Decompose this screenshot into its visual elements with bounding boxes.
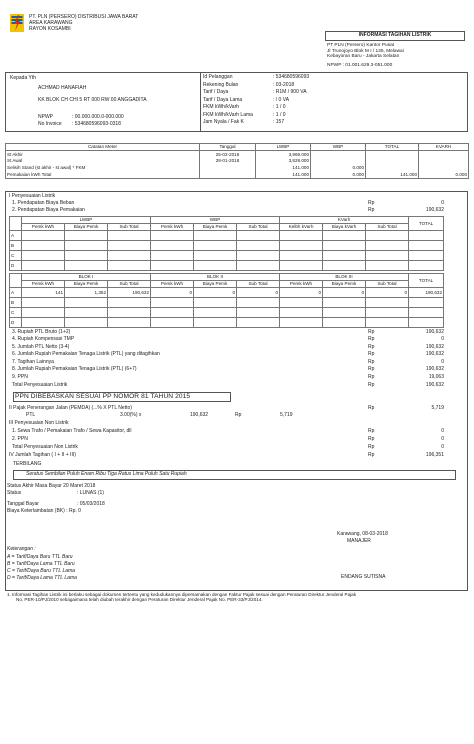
meter-header-row: Catatan Meter Tanggal LWBP WBP TOTAL KVARH [6, 144, 469, 151]
table-row: A 141 1,352 190,632 0 0 0 0 0 0 190,632 [10, 288, 444, 298]
section-iii-title: III Penyesuaian Non Listrik [9, 420, 69, 426]
table-row: B [10, 298, 444, 308]
customer-to: Kepada Yth [10, 75, 37, 81]
ppn-notice: PPN DIBEBASKAN SESUAI PP NOMOR 81 TAHUN 2015 [15, 393, 191, 400]
legend-item: B = Tarif/Daya Lama TTL Baru [7, 561, 75, 567]
table-row: C [10, 308, 444, 318]
billing-item: 3. Rupiah PTL Bruto (1+2) Rp 190,632 [12, 329, 444, 335]
billing-item: Total Penyesuaian Non Listrik Rp 0 [12, 444, 444, 450]
signature-place-date: Karawang, 08-03-2018 [337, 531, 388, 537]
legend [7, 547, 77, 583]
table-row: Selisih Stand (st akhir - st awal) * FKM 141.000 0.000 [6, 165, 469, 172]
customer-name: ACHMAD HANAFIAH [38, 85, 87, 91]
customer-npwp-value: : 00.000.000.0-000.000 [72, 114, 124, 120]
customer-invoice-value: : 534680596093-0318 [72, 121, 121, 127]
billing-item: 6. Jumlah Rupiah Pemakaian Tenaga Listrik (PTL) yang ditagihkan Rp 190,632 [12, 351, 444, 357]
total-tagihan-row: IV Jumlah Tagihan ( I + II + III) Rp 196,351 [9, 452, 444, 458]
billing-item: 2. PPN Rp 0 [12, 436, 444, 442]
legend-item: A = Tarif/Daya Baru TTL Baru [7, 554, 73, 560]
org-info [29, 15, 138, 32]
table-row: St Awal 28-01-2018 3,828.000 [6, 158, 469, 165]
pju-calc-row: PTL 3.00(%) x 190,632 Rp 5,719 [26, 412, 293, 418]
billing-item: 1. Pendapatan Biaya Beban Rp 0 [12, 200, 444, 206]
office-npwp: NPWP : 01.001.629.3-051.000 [327, 62, 393, 68]
table-row: D [10, 318, 444, 328]
usage-table-blocks: BLOK I BLOK II BLOK III TOTAL Pemk kWh Biaya Pemk Sub Total Pemk kWh Biaya Pemk Sub Total Pemk kWh Biaya Pemk Sub Total A 141 1,352 190,632 0 0 0 0 0 0 190,632 B C D [9, 273, 444, 328]
billing-item: 7. Tagihan Lainnya Rp 0 [12, 359, 444, 365]
table-row: B [10, 241, 444, 251]
table-row: D [10, 261, 444, 271]
org-rayon: RAYON KOSAMBI [29, 25, 71, 32]
billing-item: 5. Jumlah PTL Netto (3-4) Rp 190,632 [12, 344, 444, 350]
terbilang-label: TERBILANG [13, 461, 42, 467]
org-area: AREA KARAWANG [29, 19, 73, 26]
table-row: St Akhir 25-02-2018 3,969.000 [6, 151, 469, 158]
table-row: Pemakaian kWh Total 141.000 0.000 141.000 0.000 [7, 172, 467, 178]
footnote: 1. Informasi Tagihan Listrik ini berlaku sebagai dokumen tertentu yang kedudukannya dipersamakan dengan Faktur Pajak sesuai dengan Peraturan Direktur Jenderal Pajak No. PER-10/PJ/2010 sebagaimana telah diubah terakhir dengan Peraturan Direktur Jenderal Pajak No. PER-33/PJ/2014. [7, 592, 356, 603]
account-info: Id Pelanggan : 534680596093 Rekening Bulan : 03-2018 Tarif / Daya : R1M / 900 VA Tarif / Daya Lama : / 0 VA FKM kWh/kVarh : 1 / 0 FKM kWh/kVarh Lama : 1 / 0 Jam Nyala / Fak K : 157 [203, 74, 310, 125]
billing-item: Total Penyesuaian Listrik Rp 190,632 [12, 382, 444, 388]
billing-item: 8. Jumlah Rupiah Pemakaian Tenaga Listrik (PTL) (6+7) Rp 190,632 [12, 366, 444, 372]
status-badge: : LUNAS (1) [77, 490, 104, 496]
pju-row: II Pajak Penerangan Jalan (PEMDA) (...% X PTL Netto) Rp 5,719 [9, 405, 444, 411]
doc-title: INFORMASI TAGIHAN LISTRIK [358, 32, 432, 38]
signature-name: ENDANG SUTISNA [341, 574, 386, 580]
customer-invoice-label: No Invoice [38, 121, 62, 127]
table-row: A [10, 231, 444, 241]
billing-item: 9. PPN Rp 19,063 [12, 374, 444, 380]
table-row: C [10, 251, 444, 261]
usage-table-rates: LWBP WBP KVarh TOTAL Pemk kWh Biaya Pemk Sub Total Pemk kWh Biaya Pemk Sub Total Kelbh kVarh Biaya kVarh Sub Total A B C D [9, 216, 444, 271]
status-block: Status Akhir Masa Bayar 20 Maret 2018 Status : LUNAS (1) Tanggal Bayar : 05/03/2018 Biaya Keterlambatan (BK) : Rp. 0 [7, 483, 105, 514]
office-address: PT PLN (Persero) Kantor Pusat Jl Trunojoyo Blok M I / 135, Melawai Kebayoran Baru - Jakarta Selatan NPWP : 01.001.629.3-051.000 [327, 43, 404, 68]
billing-item: 4. Rupiah Kompensasi TMP Rp 0 [12, 336, 444, 342]
legend-item: D = Tarif/Daya Lama TTL Lama [7, 575, 77, 581]
billing-item: 2. Pendapatan Biaya Pemakaian Rp 190,632 [12, 207, 444, 213]
signature-role: MANAJER [347, 538, 371, 544]
terbilang-text: Seratus Sembilan Puluh Enam Ribu Tiga Ratus Lima Puluh Satu Rupiah [26, 471, 187, 477]
billing-item: 1. Sewa Trafo / Pemakaian Trafo / Sewa Kapasitor, dll Rp 0 [12, 428, 444, 434]
customer-npwp-label: NPWP [38, 114, 53, 120]
meter-table [5, 143, 469, 179]
customer-address: KK BLOK CH CHI 5 RT 000 RW 00 ANGGADITA [38, 97, 147, 103]
pln-logo [10, 14, 24, 32]
org-name: PT. PLN (PERSERO) DISTRIBUSI JAWA BARAT [29, 14, 139, 20]
legend-item: C = Tarif/Daya Baru TTL Lama [7, 568, 75, 574]
customer-divider [200, 72, 201, 132]
legend-title: Keterangan : [7, 546, 36, 552]
section-i-title: I Penyesuaian Listrik [9, 193, 56, 199]
